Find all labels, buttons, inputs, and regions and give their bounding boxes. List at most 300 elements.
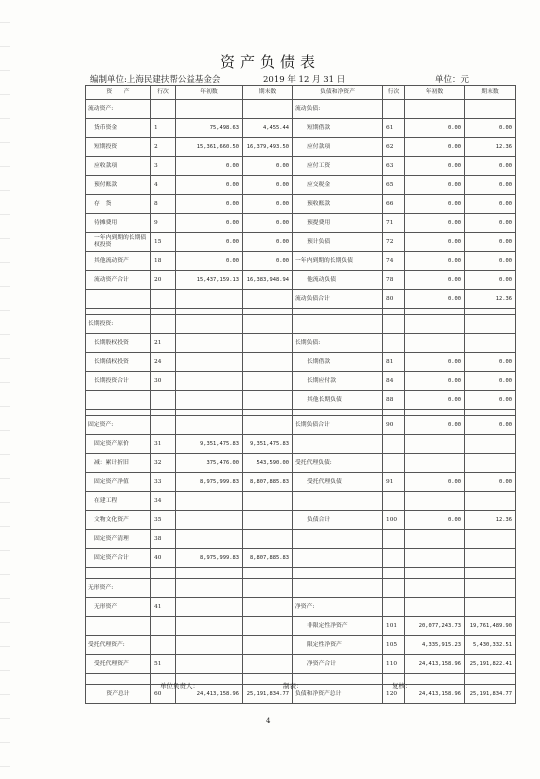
liability-line-cell [383, 454, 405, 473]
table-row [86, 511, 516, 530]
header-row [86, 86, 516, 100]
table-row [86, 290, 516, 309]
liability-label-cell: 长期负债合计 [293, 416, 383, 435]
liability-opening-cell [405, 492, 465, 511]
asset-label-cell: 长期投资: [86, 315, 151, 334]
liability-label-cell: 其他长期负债 [293, 391, 383, 410]
asset-closing-cell: 16,379,493.50 [243, 138, 293, 157]
signature-preparer: 制表： [283, 682, 303, 690]
asset-closing-cell: 0.00 [243, 214, 293, 233]
asset-closing-cell: 8,807,885.83 [243, 549, 293, 568]
liability-opening-cell [405, 315, 465, 334]
liability-opening-cell: 0.00 [405, 214, 465, 233]
asset-closing-cell [243, 617, 293, 636]
liability-opening-cell: 0.00 [405, 233, 465, 252]
table-row [86, 655, 516, 674]
asset-closing-cell [243, 391, 293, 410]
liability-label-cell: 非限定性净资产 [293, 617, 383, 636]
liability-label-cell: 应交税金 [293, 176, 383, 195]
liability-line-cell: 62 [383, 138, 405, 157]
spacer-cell [405, 568, 465, 579]
asset-opening-cell: 0.00 [176, 214, 243, 233]
spacer-cell [405, 674, 465, 685]
asset-opening-cell: 0.00 [176, 157, 243, 176]
spacer-row [86, 568, 516, 579]
asset-line-cell: 41 [151, 598, 176, 617]
asset-closing-cell: 0.00 [243, 176, 293, 195]
asset-closing-cell [243, 100, 293, 119]
liability-label-cell: 净资产合计 [293, 655, 383, 674]
asset-label-cell: 在建工程 [86, 492, 151, 511]
liability-label-cell: 流动负债: [293, 100, 383, 119]
header-cell: 资 产 [86, 86, 151, 100]
liability-line-cell: 91 [383, 473, 405, 492]
liability-closing-cell: 0.00 [465, 353, 516, 372]
liability-label-cell: 应付工资 [293, 157, 383, 176]
asset-label-cell [86, 617, 151, 636]
asset-label-cell: 预付账款 [86, 176, 151, 195]
asset-label-cell: 待摊费用 [86, 214, 151, 233]
asset-label-cell: 固定资产原价 [86, 435, 151, 454]
asset-label-cell [86, 391, 151, 410]
asset-line-cell: 18 [151, 252, 176, 271]
liability-line-cell: 105 [383, 636, 405, 655]
asset-label-cell: 固定资产清理 [86, 530, 151, 549]
asset-line-cell: 35 [151, 511, 176, 530]
asset-closing-cell: 9,351,475.83 [243, 435, 293, 454]
liability-opening-cell: 0.00 [405, 290, 465, 309]
asset-line-cell [151, 617, 176, 636]
liability-label-cell: 长期应付款 [293, 372, 383, 391]
asset-line-cell: 38 [151, 530, 176, 549]
liability-opening-cell: 24,413,158.96 [405, 655, 465, 674]
asset-closing-cell [243, 334, 293, 353]
asset-label-cell: 长期股权投资 [86, 334, 151, 353]
liability-line-cell [383, 492, 405, 511]
asset-opening-cell [176, 530, 243, 549]
table-row [86, 195, 516, 214]
liability-label-cell [293, 579, 383, 598]
liability-opening-cell: 0.00 [405, 372, 465, 391]
liability-opening-cell [405, 100, 465, 119]
liability-closing-cell: 0.00 [465, 391, 516, 410]
signature-responsible: 单位负责人： [160, 682, 199, 690]
liability-closing-cell [465, 315, 516, 334]
liability-line-cell: 66 [383, 195, 405, 214]
asset-closing-cell [243, 636, 293, 655]
liability-label-cell [293, 435, 383, 454]
liability-line-cell [383, 334, 405, 353]
asset-label-cell: 货币资金 [86, 119, 151, 138]
asset-closing-cell [243, 598, 293, 617]
liability-line-cell: 90 [383, 416, 405, 435]
asset-opening-cell: 0.00 [176, 195, 243, 214]
org-label: 编制单位:上海民建扶帮公益基金会 [90, 75, 221, 85]
asset-label-cell: 长期债权投资 [86, 353, 151, 372]
table-row [86, 492, 516, 511]
liability-line-cell: 74 [383, 252, 405, 271]
asset-line-cell: 2 [151, 138, 176, 157]
liability-opening-cell: 0.00 [405, 252, 465, 271]
liability-closing-cell: 12.36 [465, 511, 516, 530]
balance-sheet-table [85, 85, 516, 704]
liability-opening-cell: 4,335,915.23 [405, 636, 465, 655]
liability-label-cell: 应付款项 [293, 138, 383, 157]
liability-closing-cell: 5,430,332.51 [465, 636, 516, 655]
asset-line-cell: 8 [151, 195, 176, 214]
liability-opening-cell [405, 579, 465, 598]
liability-line-cell: 110 [383, 655, 405, 674]
asset-closing-cell [243, 315, 293, 334]
asset-line-cell [151, 290, 176, 309]
liability-label-cell: 预收账款 [293, 195, 383, 214]
asset-label-cell: 存 货 [86, 195, 151, 214]
asset-opening-cell: 9,351,475.83 [176, 435, 243, 454]
liability-label-cell: 短期借款 [293, 119, 383, 138]
header-cell: 负债和净资产 [293, 86, 383, 100]
liability-closing-cell: 19,761,489.90 [465, 617, 516, 636]
table-row [86, 549, 516, 568]
liability-line-cell: 80 [383, 290, 405, 309]
asset-opening-cell [176, 511, 243, 530]
header-cell: 期末数 [243, 86, 293, 100]
liability-closing-cell: 12.36 [465, 138, 516, 157]
liability-closing-cell [465, 598, 516, 617]
asset-opening-cell [176, 492, 243, 511]
liability-label-cell: 一年内到期的长期负债 [293, 252, 383, 271]
asset-closing-cell: 4,455.44 [243, 119, 293, 138]
liability-closing-cell: 0.00 [465, 252, 516, 271]
asset-line-cell: 21 [151, 334, 176, 353]
liability-line-cell: 61 [383, 119, 405, 138]
liability-label-cell: 负债合计 [293, 511, 383, 530]
page-number: 4 [266, 717, 271, 725]
asset-line-cell: 32 [151, 454, 176, 473]
asset-line-cell: 51 [151, 655, 176, 674]
asset-opening-cell: 0.00 [176, 176, 243, 195]
asset-label-cell [86, 290, 151, 309]
asset-label-cell: 资产总计 [86, 685, 151, 704]
liability-opening-cell: 24,413,158.96 [405, 685, 465, 704]
liability-closing-cell: 25,191,834.77 [465, 685, 516, 704]
liability-closing-cell: 0.00 [465, 176, 516, 195]
asset-line-cell [151, 636, 176, 655]
table-row [86, 315, 516, 334]
liability-line-cell [383, 598, 405, 617]
liability-opening-cell [405, 549, 465, 568]
asset-line-cell: 33 [151, 473, 176, 492]
spacer-cell [86, 674, 151, 685]
liability-label-cell: 受托代理负债 [293, 473, 383, 492]
liability-line-cell: 65 [383, 176, 405, 195]
liability-opening-cell: 0.00 [405, 176, 465, 195]
liability-closing-cell [465, 454, 516, 473]
asset-line-cell: 60 [151, 685, 176, 704]
liability-label-cell: 净资产: [293, 598, 383, 617]
liability-label-cell: 长期借款 [293, 353, 383, 372]
liability-opening-cell: 0.00 [405, 195, 465, 214]
asset-line-cell [151, 579, 176, 598]
asset-closing-cell [243, 372, 293, 391]
asset-closing-cell [243, 530, 293, 549]
liability-closing-cell [465, 549, 516, 568]
asset-opening-cell [176, 100, 243, 119]
asset-line-cell: 3 [151, 157, 176, 176]
asset-opening-cell: 8,975,999.83 [176, 473, 243, 492]
asset-closing-cell: 0.00 [243, 233, 293, 252]
liability-closing-cell: 0.00 [465, 214, 516, 233]
asset-opening-cell [176, 315, 243, 334]
asset-opening-cell [176, 617, 243, 636]
liability-opening-cell: 0.00 [405, 271, 465, 290]
asset-opening-cell: 15,361,660.50 [176, 138, 243, 157]
table-row [86, 598, 516, 617]
liability-closing-cell: 0.00 [465, 195, 516, 214]
liability-line-cell: 101 [383, 617, 405, 636]
liability-closing-cell [465, 530, 516, 549]
liability-line-cell: 81 [383, 353, 405, 372]
asset-opening-cell: 0.00 [176, 252, 243, 271]
liability-label-cell: 他流动负债 [293, 271, 383, 290]
liability-closing-cell: 0.00 [465, 473, 516, 492]
liability-opening-cell: 0.00 [405, 511, 465, 530]
liability-closing-cell: 0.00 [465, 157, 516, 176]
asset-line-cell: 34 [151, 492, 176, 511]
liability-label-cell: 负债和净资产总计 [293, 685, 383, 704]
asset-opening-cell: 8,975,999.83 [176, 549, 243, 568]
table-row [86, 271, 516, 290]
liability-line-cell [383, 435, 405, 454]
liability-line-cell: 63 [383, 157, 405, 176]
liability-closing-cell: 0.00 [465, 233, 516, 252]
liability-opening-cell: 0.00 [405, 353, 465, 372]
liability-closing-cell [465, 100, 516, 119]
table-row [86, 473, 516, 492]
liability-label-cell: 受托代理负债: [293, 454, 383, 473]
asset-closing-cell [243, 353, 293, 372]
asset-label-cell: 应收款项 [86, 157, 151, 176]
asset-label-cell: 固定资产合计 [86, 549, 151, 568]
asset-closing-cell: 16,383,948.94 [243, 271, 293, 290]
table-row [86, 100, 516, 119]
header-cell: 行次 [383, 86, 405, 100]
liability-opening-cell [405, 435, 465, 454]
liability-label-cell [293, 315, 383, 334]
liability-opening-cell [405, 598, 465, 617]
asset-line-cell: 40 [151, 549, 176, 568]
asset-label-cell: 长期投资合计 [86, 372, 151, 391]
asset-closing-cell [243, 290, 293, 309]
asset-closing-cell: 543,590.00 [243, 454, 293, 473]
liability-opening-cell [405, 454, 465, 473]
liability-closing-cell [465, 579, 516, 598]
asset-label-cell: 减：累计折旧 [86, 454, 151, 473]
liability-line-cell: 71 [383, 214, 405, 233]
liability-line-cell [383, 549, 405, 568]
asset-closing-cell: 25,191,834.77 [243, 685, 293, 704]
page-title: 资产负债表 [219, 53, 320, 71]
asset-closing-cell [243, 492, 293, 511]
asset-opening-cell [176, 579, 243, 598]
spacer-cell [383, 568, 405, 579]
asset-label-cell: 固定资产: [86, 416, 151, 435]
table-row [86, 233, 516, 252]
table-row [86, 138, 516, 157]
liability-closing-cell [465, 492, 516, 511]
table-row [86, 119, 516, 138]
liability-line-cell [383, 100, 405, 119]
liability-label-cell [293, 492, 383, 511]
asset-opening-cell [176, 598, 243, 617]
spacer-cell [151, 568, 176, 579]
asset-label-cell: 短期投资 [86, 138, 151, 157]
header-cell: 年初数 [176, 86, 243, 100]
asset-opening-cell: 0.00 [176, 233, 243, 252]
liability-label-cell: 流动负债合计 [293, 290, 383, 309]
liability-closing-cell: 12.36 [465, 290, 516, 309]
table-row [86, 214, 516, 233]
asset-opening-cell [176, 636, 243, 655]
asset-label-cell: 受托代理资产 [86, 655, 151, 674]
liability-opening-cell: 0.00 [405, 473, 465, 492]
asset-line-cell: 24 [151, 353, 176, 372]
asset-closing-cell: 0.00 [243, 195, 293, 214]
liability-opening-cell: 0.00 [405, 138, 465, 157]
asset-line-cell: 20 [151, 271, 176, 290]
liability-closing-cell: 0.00 [465, 119, 516, 138]
unit-label: 单位：元 [435, 75, 470, 85]
asset-opening-cell: 75,498.63 [176, 119, 243, 138]
liability-closing-cell: 0.00 [465, 271, 516, 290]
asset-closing-cell [243, 511, 293, 530]
liability-label-cell: 预提费用 [293, 214, 383, 233]
liability-label-cell: 长期负债: [293, 334, 383, 353]
liability-opening-cell: 0.00 [405, 416, 465, 435]
liability-closing-cell [465, 334, 516, 353]
spacer-cell [293, 568, 383, 579]
liability-label-cell: 预计负债 [293, 233, 383, 252]
table-row [86, 416, 516, 435]
table-row [86, 391, 516, 410]
asset-label-cell: 无形资产: [86, 579, 151, 598]
liability-label-cell [293, 530, 383, 549]
table-row [86, 530, 516, 549]
asset-line-cell [151, 315, 176, 334]
liability-line-cell: 88 [383, 391, 405, 410]
asset-label-cell: 流动资产: [86, 100, 151, 119]
liability-line-cell: 100 [383, 511, 405, 530]
header-cell: 年初数 [405, 86, 465, 100]
asset-line-cell: 4 [151, 176, 176, 195]
table-row [86, 353, 516, 372]
spacer-cell [243, 568, 293, 579]
liability-opening-cell: 0.00 [405, 391, 465, 410]
table-row [86, 252, 516, 271]
liability-opening-cell: 0.00 [405, 119, 465, 138]
asset-line-cell [151, 416, 176, 435]
table-row [86, 435, 516, 454]
liability-opening-cell: 0.00 [405, 157, 465, 176]
date-label: 2019 年 12 月 31 日 [263, 75, 346, 85]
table-row [86, 334, 516, 353]
asset-opening-cell: 375,476.00 [176, 454, 243, 473]
asset-label-cell: 流动资产合计 [86, 271, 151, 290]
liability-opening-cell [405, 334, 465, 353]
spacer-cell [465, 568, 516, 579]
asset-line-cell: 15 [151, 233, 176, 252]
asset-label-cell: 一年内到期的长期债权投资 [86, 233, 151, 252]
liability-closing-cell: 25,191,822.41 [465, 655, 516, 674]
liability-label-cell: 限定性净资产 [293, 636, 383, 655]
asset-closing-cell [243, 416, 293, 435]
asset-line-cell [151, 391, 176, 410]
spacer-cell [465, 674, 516, 685]
table-row [86, 617, 516, 636]
header-cell: 期末数 [465, 86, 516, 100]
liability-closing-cell [465, 435, 516, 454]
liability-line-cell [383, 530, 405, 549]
asset-opening-cell [176, 391, 243, 410]
asset-line-cell: 31 [151, 435, 176, 454]
spacer-cell [176, 568, 243, 579]
liability-line-cell: 78 [383, 271, 405, 290]
asset-line-cell: 1 [151, 119, 176, 138]
asset-opening-cell [176, 416, 243, 435]
asset-opening-cell: 24,413,158.96 [176, 685, 243, 704]
header-cell: 行次 [151, 86, 176, 100]
liability-line-cell: 84 [383, 372, 405, 391]
asset-opening-cell [176, 353, 243, 372]
asset-label-cell: 其他流动资产 [86, 252, 151, 271]
asset-line-cell: 9 [151, 214, 176, 233]
table-row [86, 579, 516, 598]
liability-line-cell [383, 579, 405, 598]
liability-line-cell: 120 [383, 685, 405, 704]
asset-closing-cell: 0.00 [243, 157, 293, 176]
asset-opening-cell: 15,437,159.13 [176, 271, 243, 290]
liability-opening-cell [405, 530, 465, 549]
asset-closing-cell: 0.00 [243, 252, 293, 271]
asset-opening-cell [176, 334, 243, 353]
asset-line-cell [151, 100, 176, 119]
asset-label-cell: 无形资产 [86, 598, 151, 617]
spacer-cell [86, 568, 151, 579]
table-row [86, 157, 516, 176]
asset-label-cell: 文物文化资产 [86, 511, 151, 530]
asset-line-cell: 30 [151, 372, 176, 391]
asset-opening-cell [176, 372, 243, 391]
liability-label-cell [293, 549, 383, 568]
liability-closing-cell: 0.00 [465, 372, 516, 391]
liability-line-cell: 72 [383, 233, 405, 252]
asset-closing-cell [243, 579, 293, 598]
asset-opening-cell [176, 655, 243, 674]
asset-closing-cell [243, 655, 293, 674]
table-row [86, 372, 516, 391]
asset-opening-cell [176, 290, 243, 309]
asset-closing-cell: 8,807,885.83 [243, 473, 293, 492]
table-row [86, 176, 516, 195]
asset-label-cell: 固定资产净值 [86, 473, 151, 492]
asset-label-cell: 受托代理资产: [86, 636, 151, 655]
liability-line-cell [383, 315, 405, 334]
binding-edge [0, 0, 10, 779]
table-row [86, 454, 516, 473]
spacer-cell [293, 674, 383, 685]
liability-closing-cell: 0.00 [465, 416, 516, 435]
liability-opening-cell: 20,077,243.73 [405, 617, 465, 636]
signature-reviewer: 复核： [392, 682, 412, 690]
